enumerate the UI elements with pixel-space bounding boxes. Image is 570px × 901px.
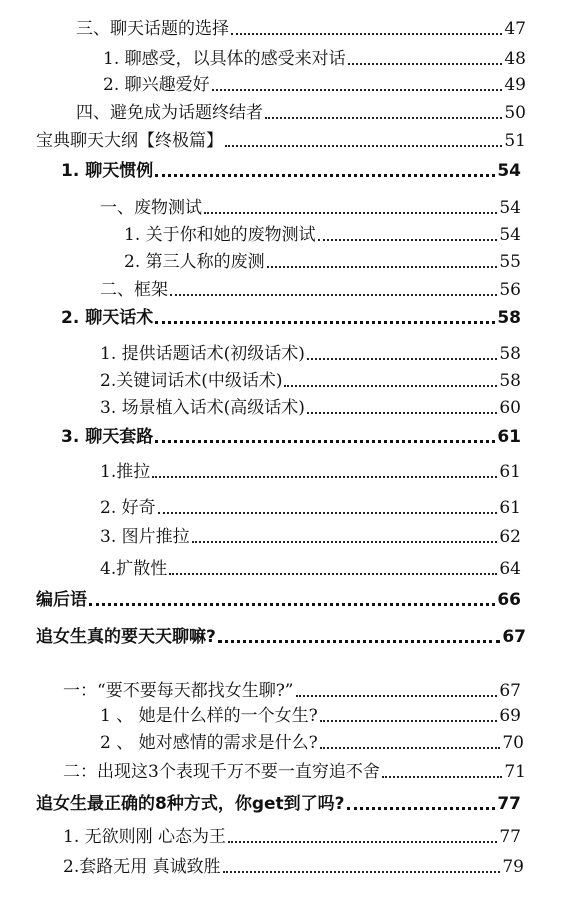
toc-entry-page: 62 xyxy=(499,527,521,547)
toc-entry[interactable] xyxy=(124,251,521,273)
leader-dots xyxy=(218,640,500,643)
toc-entry[interactable] xyxy=(63,680,521,702)
toc-entry-page: 67 xyxy=(502,627,526,647)
toc-entry-label: 1.推拉 xyxy=(100,462,151,482)
toc-entry-label: 2. 聊天话术 xyxy=(61,308,154,328)
toc-entry-page: 69 xyxy=(499,706,521,726)
toc-entry-page: 50 xyxy=(504,103,526,123)
toc-entry[interactable] xyxy=(100,370,521,392)
leader-dots xyxy=(204,212,497,214)
toc-entry-label: 二：出现这3个表现千万不要一直穷追不舍 xyxy=(63,762,380,782)
toc-entry-page: 51 xyxy=(504,131,526,151)
toc-entry-page: 58 xyxy=(499,344,521,364)
toc-entry[interactable] xyxy=(36,626,526,648)
toc-entry-label: 1. 聊天惯例 xyxy=(61,161,154,181)
toc-entry-page: 66 xyxy=(497,590,521,610)
leader-dots xyxy=(225,145,502,147)
toc-entry-page: 64 xyxy=(499,559,521,579)
leader-dots xyxy=(223,871,501,873)
toc-entry-label: 编后语 xyxy=(36,590,87,610)
toc-entry-label: 3. 聊天套路 xyxy=(61,427,154,447)
leader-dots xyxy=(231,33,502,35)
toc-entry[interactable] xyxy=(61,426,521,448)
leader-dots xyxy=(320,720,498,722)
toc-entry-page: 47 xyxy=(504,19,526,39)
toc-entry-page: 77 xyxy=(499,827,521,847)
leader-dots xyxy=(307,358,497,360)
toc-entry[interactable] xyxy=(76,18,526,40)
toc-entry[interactable] xyxy=(103,48,526,70)
toc-entry-label: 追女生真的要天天聊嘛? xyxy=(36,627,216,647)
toc-entry[interactable] xyxy=(36,130,526,152)
toc-entry[interactable] xyxy=(63,856,524,878)
toc-entry-page: 58 xyxy=(499,371,521,391)
toc-entry[interactable] xyxy=(100,705,521,727)
leader-dots xyxy=(284,385,497,387)
leader-dots xyxy=(155,440,495,443)
toc-entry-page: 56 xyxy=(499,280,521,300)
toc-entry-page: 79 xyxy=(502,857,524,877)
leader-dots xyxy=(212,89,503,91)
toc-entry-label: 追女生最正确的8种方式，你get到了吗? xyxy=(36,794,345,814)
toc-entry-label: 四、避免成为话题终结者 xyxy=(76,103,263,123)
toc-entry-page: 58 xyxy=(497,308,521,328)
toc-entry-label: 2. 好奇 xyxy=(100,498,156,518)
leader-dots xyxy=(296,695,498,697)
toc-entry[interactable] xyxy=(124,224,521,246)
toc-entry-label: 二、框架 xyxy=(100,280,168,300)
toc-entry[interactable] xyxy=(100,497,521,519)
toc-entry-label: 4.扩散性 xyxy=(100,559,168,579)
toc-entry[interactable] xyxy=(103,74,526,96)
toc-entry[interactable] xyxy=(100,279,521,301)
leader-dots xyxy=(320,747,501,749)
toc-entry-label: 2.关键词话术(中级话术) xyxy=(100,371,283,391)
toc-entry-label: 3. 图片推拉 xyxy=(100,527,190,547)
toc-entry-label: 一：“要不要每天都找女生聊?” xyxy=(63,681,294,701)
toc-entry-page: 77 xyxy=(497,794,521,814)
leader-dots xyxy=(155,321,495,324)
toc-entry-label: 2. 第三人称的废测 xyxy=(124,252,265,272)
leader-dots xyxy=(228,841,497,843)
leader-dots xyxy=(152,476,497,478)
toc-entry[interactable] xyxy=(100,732,524,754)
toc-entry-label: 1. 关于你和她的废物测试 xyxy=(124,225,316,245)
toc-entry-label: 三、聊天话题的选择 xyxy=(76,19,229,39)
toc-entry[interactable] xyxy=(36,589,521,611)
toc-entry-page: 70 xyxy=(502,733,524,753)
toc-entry[interactable] xyxy=(100,343,521,365)
toc-entry-page: 55 xyxy=(499,252,521,272)
toc-entry-page: 54 xyxy=(497,161,521,181)
leader-dots xyxy=(348,63,503,65)
toc-entry[interactable] xyxy=(63,826,521,848)
toc-entry[interactable] xyxy=(100,526,521,548)
leader-dots xyxy=(307,412,497,414)
toc-entry-label: 2 、 她对感情的需求是什么? xyxy=(100,733,318,753)
leader-dots xyxy=(158,512,498,514)
toc-entry-page: 67 xyxy=(499,681,521,701)
leader-dots xyxy=(382,776,503,778)
leader-dots xyxy=(170,294,497,296)
leader-dots xyxy=(192,541,498,543)
toc-entry[interactable] xyxy=(61,160,521,182)
toc-entry-label: 2. 聊兴趣爱好 xyxy=(103,75,210,95)
toc-entry[interactable] xyxy=(36,793,521,815)
toc-entry-label: 2.套路无用 真诚致胜 xyxy=(63,857,221,877)
toc-entry-page: 54 xyxy=(499,225,521,245)
toc-entry[interactable] xyxy=(100,461,521,483)
toc-entry-page: 48 xyxy=(504,49,526,69)
toc-entry-page: 61 xyxy=(499,462,521,482)
toc-entry[interactable] xyxy=(63,761,526,783)
toc-entry-page: 61 xyxy=(497,427,521,447)
toc-entry[interactable] xyxy=(100,197,521,219)
toc-entry[interactable] xyxy=(100,558,521,580)
toc-entry-label: 3. 场景植入话术(高级话术) xyxy=(100,398,305,418)
leader-dots xyxy=(347,807,496,810)
toc-entry[interactable] xyxy=(76,102,526,124)
leader-dots xyxy=(89,603,495,606)
toc-entry-label: 1. 无欲则刚 心态为王 xyxy=(63,827,227,847)
leader-dots xyxy=(265,117,502,119)
toc-entry-page: 54 xyxy=(499,198,521,218)
leader-dots xyxy=(267,266,498,268)
toc-entry-page: 61 xyxy=(499,498,521,518)
toc-entry-page: 60 xyxy=(499,398,521,418)
leader-dots xyxy=(169,573,497,575)
toc-entry-label: 1. 提供话题话术(初级话术) xyxy=(100,344,305,364)
leader-dots xyxy=(155,174,495,177)
leader-dots xyxy=(318,239,498,241)
toc-entry-page: 49 xyxy=(504,75,526,95)
toc-entry-page: 71 xyxy=(504,762,526,782)
toc-entry[interactable] xyxy=(100,397,521,419)
toc-entry-label: 1. 聊感受，以具体的感受来对话 xyxy=(103,49,346,69)
toc-entry-label: 宝典聊天大纲【终极篇】 xyxy=(36,131,223,151)
toc-entry-label: 1 、 她是什么样的一个女生? xyxy=(100,706,318,726)
toc-entry-label: 一、废物测试 xyxy=(100,198,202,218)
toc-entry[interactable] xyxy=(61,307,521,329)
